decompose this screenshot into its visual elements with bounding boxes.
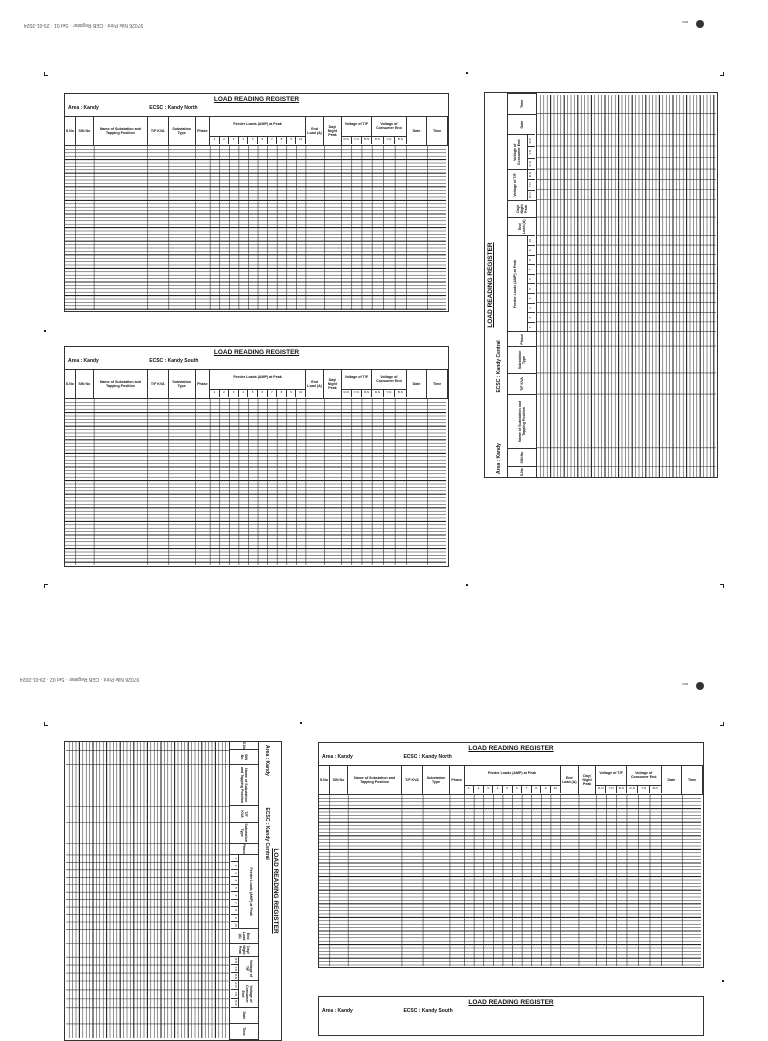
feeder-number: 10 xyxy=(296,389,306,397)
feeder-number: 8 xyxy=(527,255,535,265)
voltage-phase-label: R-N xyxy=(231,981,239,990)
feeder-number: 5 xyxy=(248,389,258,397)
column-header-stype: Substation Type xyxy=(169,370,196,398)
column-header-time: Time xyxy=(508,93,536,114)
feeder-number: 3 xyxy=(229,136,239,144)
feeder-number: 3 xyxy=(231,870,239,877)
column-header-name: Name of Substation and Tapping Position xyxy=(348,766,402,794)
column-header-feeder: Feeder Loads (AMP) at Peak xyxy=(238,855,258,930)
voltage-phase-label: R-N xyxy=(627,785,639,793)
area-label: Area : Kandy xyxy=(264,745,270,776)
column-header-vcons: Voltage of Consumer End xyxy=(372,117,406,137)
feeder-number: 9 xyxy=(287,136,297,144)
feeder-number: 5 xyxy=(231,885,239,892)
feeder-number: 5 xyxy=(527,283,535,293)
column-header-tkva: T/F KVA xyxy=(508,373,536,394)
feeder-number: 4 xyxy=(239,389,249,397)
column-header-daynight: Day/ Night Peak xyxy=(324,117,341,145)
load-register-sheet-south-second xyxy=(318,996,704,1036)
sheet-title: LOAD READING REGISTER xyxy=(213,349,300,356)
feeder-number: 5 xyxy=(248,136,258,144)
ecsc-label: ECSC : Kandy South xyxy=(403,1008,453,1014)
column-header-endload: End Load (A) xyxy=(230,929,258,943)
column-header-phase: Phase xyxy=(196,117,211,145)
column-header-sno: S.No xyxy=(319,766,330,794)
column-header-daynight: Day/ Night Peak xyxy=(230,944,258,957)
feeder-number: 4 xyxy=(239,136,249,144)
column-header-name: Name of Substation and Tapping Position xyxy=(94,370,148,398)
column-header-vcons: Voltage of Consumer End xyxy=(508,135,528,170)
table-header xyxy=(65,369,448,399)
column-header-daynight: Day/ Night Peak xyxy=(508,200,536,217)
sheet-title: LOAD READING REGISTER xyxy=(468,745,554,752)
feeder-number: 7 xyxy=(268,136,278,144)
voltage-phase-label: R-N xyxy=(342,136,352,144)
column-header-phase: Phase xyxy=(196,370,211,398)
ecsc-label: ECSC : Kandy South xyxy=(149,358,199,364)
column-header-phase: Phase xyxy=(230,844,258,855)
table-header xyxy=(65,116,448,146)
entry-grid xyxy=(537,95,716,477)
feeder-number: 10 xyxy=(296,136,306,144)
column-header-vtf: Voltage of T/F xyxy=(238,957,258,981)
logo-text: CEB xyxy=(682,682,689,686)
column-header-time: Time xyxy=(682,766,703,794)
voltage-phase-label: B-N xyxy=(527,169,535,179)
column-header-vtf: Voltage of T/F xyxy=(596,766,627,786)
voltage-phase-label: Y-N xyxy=(352,136,362,144)
voltage-phase-label: B-N xyxy=(650,785,662,793)
feeder-number: 2 xyxy=(220,136,230,144)
column-header-sno: S.No xyxy=(65,117,76,145)
sheet-title: LOAD READING REGISTER xyxy=(487,242,494,328)
ceb-logo-icon xyxy=(682,682,704,690)
column-header-vcons: Voltage of Consumer End xyxy=(372,370,406,390)
column-header-stype: Substation Type xyxy=(230,823,258,844)
feeder-number: 9 xyxy=(527,245,535,255)
feeder-number: 9 xyxy=(541,785,551,793)
area-label: Area : Kandy xyxy=(322,1008,353,1014)
feeder-number: 7 xyxy=(268,389,278,397)
feeder-number: 9 xyxy=(231,915,239,922)
feeder-number: 1 xyxy=(210,389,220,397)
load-register-sheet-central xyxy=(484,92,718,478)
voltage-phase-label: B-N xyxy=(395,389,406,397)
feeder-number: 4 xyxy=(493,785,503,793)
feeder-number: 6 xyxy=(258,136,268,144)
load-register-sheet-central-rotated xyxy=(64,741,282,1041)
column-header-daynight: Day/ Night Peak xyxy=(579,766,596,794)
voltage-phase-label: B-N xyxy=(617,785,627,793)
feeder-number: 6 xyxy=(231,892,239,899)
column-header-endload: End Load (A) xyxy=(306,117,324,145)
column-header-stype: Substation Type xyxy=(423,766,450,794)
column-header-endload: End Load (A) xyxy=(508,217,536,235)
column-header-endload: End Load (A) xyxy=(561,766,579,794)
feeder-number: 3 xyxy=(229,389,239,397)
feeder-number: 1 xyxy=(465,785,475,793)
crop-mark xyxy=(720,722,724,726)
voltage-phase-label: B-N xyxy=(362,136,372,144)
voltage-phase-label: R-N xyxy=(231,957,239,965)
column-header-feeder: Feeder Loads (AMP) at Peak xyxy=(465,766,561,786)
feeder-number: 6 xyxy=(513,785,523,793)
column-header-tkva: T/F KVA xyxy=(148,117,169,145)
feeder-number: 2 xyxy=(474,785,484,793)
column-header-endload: End Load (A) xyxy=(306,370,324,398)
column-header-tkva: T/F KVA xyxy=(148,370,169,398)
voltage-phase-label: Y-N xyxy=(527,179,535,189)
feeder-number: 8 xyxy=(277,136,287,144)
feeder-number: 8 xyxy=(532,785,542,793)
voltage-phase-label: B-N xyxy=(527,134,535,146)
feeder-number: 7 xyxy=(527,264,535,274)
feeder-number: 10 xyxy=(527,235,535,245)
area-label: Area : Kandy xyxy=(68,358,99,364)
area-label: Area : Kandy xyxy=(496,443,502,474)
feeder-number: 6 xyxy=(258,389,268,397)
feeder-number: 7 xyxy=(522,785,532,793)
logo-text: CEB xyxy=(682,20,689,24)
ceb-logo-icon xyxy=(682,20,704,28)
column-header-feeder: Feeder Loads (AMP) at Peak xyxy=(210,117,306,137)
voltage-phase-label: B-N xyxy=(395,136,406,144)
feeder-number: 4 xyxy=(231,877,239,884)
load-register-sheet-north-second xyxy=(318,742,704,968)
voltage-phase-label: B-N xyxy=(362,389,372,397)
column-header-tkva: T/F KVA xyxy=(402,766,423,794)
sheet-title: LOAD READING REGISTER xyxy=(468,999,554,1006)
column-header-vtf: Voltage of T/F xyxy=(508,169,528,200)
voltage-phase-label: Y-N xyxy=(384,389,395,397)
column-header-name: Name of Substation and Tapping Position xyxy=(230,765,258,807)
column-header-name: Name of Substation and Tapping Position xyxy=(508,394,536,448)
voltage-phase-label: R-N xyxy=(372,389,383,397)
feeder-number: 8 xyxy=(277,389,287,397)
voltage-phase-label: Y-N xyxy=(231,990,239,999)
column-header-daynight: Day/ Night Peak xyxy=(324,370,341,398)
feeder-number: 1 xyxy=(210,136,220,144)
column-header-name: Name of Substation and Tapping Position xyxy=(94,117,148,145)
voltage-phase-label: Y-N xyxy=(231,965,239,973)
table-header xyxy=(229,742,259,1040)
column-header-date: Date xyxy=(407,370,428,398)
crop-mark xyxy=(44,722,48,726)
printer-imprint-middle: 97026 Nile Print · CEB Register · Set 02 · 29-01-2024 xyxy=(20,676,140,682)
voltage-phase-label: B-N xyxy=(231,973,239,981)
column-header-vcons: Voltage of Consumer End xyxy=(627,766,662,786)
printer-imprint-top: 97026 Nile Print · CEB Register · Set 01 · 29-01-2024 xyxy=(24,22,144,28)
load-register-sheet-south xyxy=(64,346,449,567)
sheet-title: LOAD READING REGISTER xyxy=(272,848,279,934)
crop-mark xyxy=(44,72,48,76)
column-header-ssno: SIN No xyxy=(330,766,348,794)
feeder-number: 10 xyxy=(231,922,239,929)
voltage-phase-label: R-N xyxy=(527,190,535,200)
crop-mark xyxy=(722,980,724,982)
crop-mark xyxy=(300,722,302,724)
column-header-feeder: Feeder Loads (AMP) at Peak xyxy=(508,235,528,331)
feeder-number: 1 xyxy=(527,322,535,332)
column-header-sno: S.No xyxy=(508,466,536,477)
column-header-vtf: Voltage of T/F xyxy=(342,117,373,137)
column-header-date: Date xyxy=(407,117,428,145)
feeder-number: 2 xyxy=(220,389,230,397)
column-header-time: Time xyxy=(427,370,448,398)
entry-grid xyxy=(319,795,701,966)
voltage-phase-label: R-N xyxy=(596,785,606,793)
crop-mark xyxy=(466,584,468,586)
entry-grid xyxy=(66,742,229,1038)
voltage-phase-label: Y-N xyxy=(606,785,616,793)
column-header-stype: Substation Type xyxy=(508,346,536,373)
feeder-number: 1 xyxy=(231,855,239,862)
feeder-number: 7 xyxy=(231,900,239,907)
crop-mark xyxy=(720,72,724,76)
feeder-number: 3 xyxy=(484,785,494,793)
column-header-ssno: SIN No xyxy=(230,750,258,764)
feeder-number: 3 xyxy=(527,303,535,313)
feeder-number: 8 xyxy=(231,907,239,914)
voltage-phase-label: Y-N xyxy=(352,389,362,397)
column-header-phase: Phase xyxy=(508,331,536,346)
ecsc-label: ECSC : Kandy North xyxy=(149,105,198,111)
column-header-vtf: Voltage of T/F xyxy=(342,370,373,390)
feeder-number: 9 xyxy=(287,389,297,397)
voltage-phase-label: Y-N xyxy=(527,146,535,158)
ecsc-label: ECSC : Kandy North xyxy=(403,754,452,760)
column-header-ssno: SIN No xyxy=(76,370,94,398)
voltage-phase-label: B-N xyxy=(231,999,239,1008)
sheet-title: LOAD READING REGISTER xyxy=(213,96,300,103)
table-header xyxy=(507,93,537,477)
entry-grid xyxy=(65,399,446,565)
voltage-phase-label: R-N xyxy=(372,136,383,144)
column-header-ssno: SIN No xyxy=(508,448,536,466)
column-header-phase: Phase xyxy=(450,766,465,794)
column-header-date: Date xyxy=(230,1008,258,1024)
column-header-tkva: T/F KVA xyxy=(230,806,258,822)
feeder-number: 5 xyxy=(503,785,513,793)
feeder-number: 2 xyxy=(527,312,535,322)
ecsc-label: ECSC : Kandy Central xyxy=(496,340,502,393)
voltage-phase-label: R-N xyxy=(527,158,535,170)
load-register-sheet-north xyxy=(64,93,449,312)
feeder-number: 4 xyxy=(527,293,535,303)
voltage-phase-label: R-N xyxy=(342,389,352,397)
column-header-time: Time xyxy=(230,1024,258,1040)
column-header-feeder: Feeder Loads (AMP) at Peak xyxy=(210,370,306,390)
column-header-ssno: SIN No xyxy=(76,117,94,145)
entry-grid xyxy=(65,146,446,310)
feeder-number: 6 xyxy=(527,274,535,284)
column-header-date: Date xyxy=(662,766,683,794)
feeder-number: 2 xyxy=(231,862,239,869)
column-header-stype: Substation Type xyxy=(169,117,196,145)
column-header-sno: S.No xyxy=(65,370,76,398)
area-label: Area : Kandy xyxy=(68,105,99,111)
ecsc-label: ECSC : Kandy Central xyxy=(264,807,270,860)
column-header-date: Date xyxy=(508,114,536,135)
area-label: Area : Kandy xyxy=(322,754,353,760)
voltage-phase-label: Y-N xyxy=(638,785,650,793)
column-header-time: Time xyxy=(427,117,448,145)
crop-mark xyxy=(44,584,48,588)
column-header-sno: S.No xyxy=(230,742,258,750)
crop-mark xyxy=(466,72,468,74)
feeder-number: 10 xyxy=(551,785,561,793)
crop-mark xyxy=(720,584,724,588)
table-header xyxy=(319,765,703,795)
crop-mark xyxy=(44,330,46,332)
voltage-phase-label: Y-N xyxy=(384,136,395,144)
column-header-vcons: Voltage of Consumer End xyxy=(238,981,258,1008)
